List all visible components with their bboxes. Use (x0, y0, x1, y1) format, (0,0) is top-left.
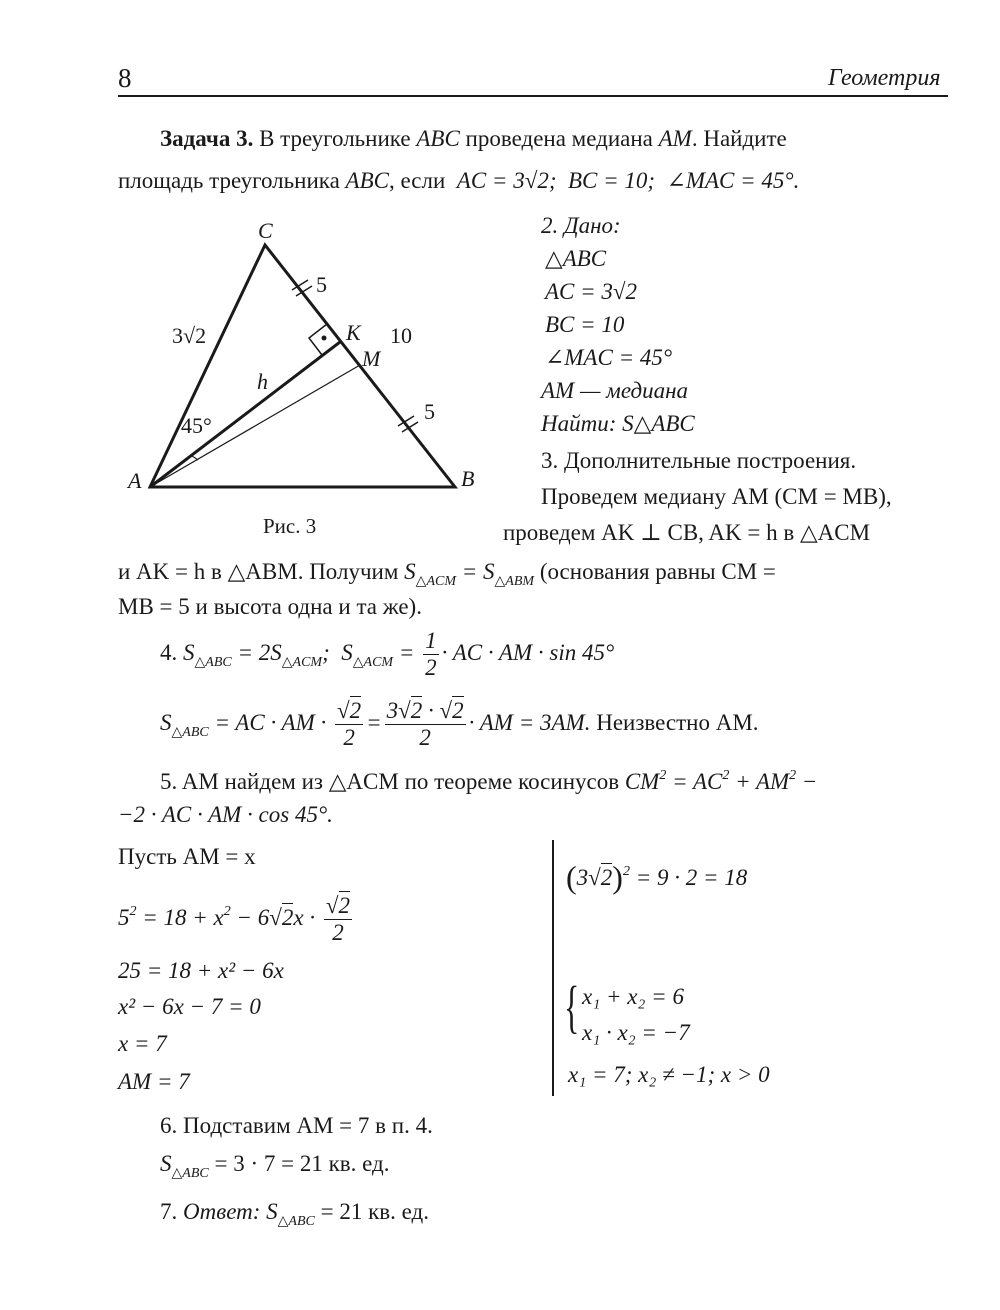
solution-eq-5: x = 7 (118, 1031, 167, 1056)
answer-label: Ответ: (183, 1199, 261, 1224)
fraction-sqrt2-over-2: $\frac{√2}{2}$ (325, 893, 350, 946)
task-text: . Найдите (691, 126, 787, 151)
side-calc-result: = 9 · 2 = 18 (635, 865, 748, 890)
step4-label: 4. (160, 640, 178, 666)
solution-eq-4: x² − 6x − 7 = 0 (118, 994, 261, 1019)
step4-line-1: 4. $S_{\triangle ABC} = 2S_{\triangle ACM}$; $S_{\triangle ACM}$ = $\frac{1}{2}$ · AC · AM · sin 45° (160, 628, 615, 681)
side-bc-label: 10 (390, 323, 412, 348)
step4-line-2: $S_{\triangle ABC}$ = AC · AM · $\frac{√2}{2}$ = $\frac{3√2 \cdot √2}{2}$ · AM = 3AM. Неизвестно AM. (160, 698, 759, 751)
given-ac: AC = 3√2; (456, 168, 557, 193)
point-m-label: M (362, 346, 381, 371)
step3-line (118, 558, 776, 591)
step3-title: 3. Дополнительные построения. (541, 448, 857, 473)
given-item: AC = 3√2 (545, 279, 638, 304)
step6-result: = 3 · 7 = 21 кв. ед. (214, 1151, 390, 1176)
altitude-h-label: h (257, 369, 268, 394)
given-item: △ABC (545, 246, 607, 271)
vieta-brace: { (564, 974, 580, 1039)
find-label: Найти: S△ABC (541, 411, 695, 436)
step3-line: Проведем медиану AM (CM = MB), (541, 484, 892, 509)
side-ac-label: 3√2 (172, 323, 207, 348)
answer-value: = 21 кв. ед. (320, 1199, 429, 1224)
given-angle: ∠MAC = 45°. (666, 168, 800, 193)
solution-eq-3: 25 = 18 + x² − 6x (118, 958, 284, 983)
page-number: 8 (118, 63, 132, 93)
given-item: BC = 10 (545, 312, 625, 337)
segment-mb-label: 5 (424, 399, 435, 424)
task-text: проведена медиана (465, 126, 653, 151)
fraction-half: $\frac{1}{2}$ (425, 628, 437, 681)
step3-text: и AK = h в △ABM. Получим (118, 559, 399, 584)
figure-caption: Рис. 3 (263, 514, 317, 538)
given-title: 2. Дано: (541, 213, 621, 238)
median-name: AM (658, 126, 692, 151)
solution-let: Пусть AM = x (118, 844, 256, 869)
step5-text: 5. AM найдем из △ACM по теореме косинусов (160, 769, 620, 794)
altitude-ak (150, 342, 340, 487)
solution-divider (552, 840, 554, 1096)
vertex-a-label: A (128, 468, 142, 493)
step6-line-2: $S_{\triangle ABC} = 3 \cdot 7 = 21$ кв. ед. (160, 1151, 390, 1181)
vieta-sum: x₁ + x₂ = 6 (582, 984, 684, 1009)
angle-label: 45° (181, 413, 212, 438)
vieta-product: x₁ · x₂ = −7 (582, 1020, 690, 1045)
step3-text: (основания равны CM = (539, 559, 776, 584)
side-calculation: $(3√2)^2 = 9 \cdot 2 = 18$ (566, 859, 748, 895)
solution-eq-1: $5^2 = 18 + x^2 - 6√2x$ · $\frac{√2}{2}$ (118, 893, 350, 946)
task-label: Задача 3. (160, 126, 254, 151)
step7-answer: 7. Ответ: $S_{\triangle ABC} = 21$ кв. ед. (160, 1199, 429, 1229)
step4-unknown: Неизвестно AM. (596, 710, 759, 736)
fraction-sqrt2-over-2: $\frac{√2}{2}$ (337, 698, 362, 751)
triangle-name: ABC (416, 126, 460, 151)
step6-line-1: 6. Подставим AM = 7 в п. 4. (160, 1113, 433, 1138)
vieta-roots: x₁ = 7; x₂ ≠ −1; x > 0 (568, 1062, 770, 1087)
cosine-law: $CM^2 = AC^2 + AM^2$ − (624, 768, 818, 794)
given-bc: BC = 10; (567, 168, 656, 193)
running-title: Геометрия (828, 65, 941, 91)
task-text: , если (389, 168, 446, 193)
task-text: площадь треугольника (118, 168, 340, 193)
solution-eq-6: AM = 7 (118, 1069, 190, 1094)
step3-line: MB = 5 и высота одна и та же). (118, 594, 422, 619)
fraction-product: $\frac{3√2 \cdot √2}{2}$ (386, 698, 464, 751)
area-equality: $S_{\triangle ACM} = S_{\triangle ABM}$ (404, 559, 535, 589)
step5-line-2: −2 · AC · AM · cos 45°. (118, 802, 333, 827)
vertex-c-label: C (258, 218, 273, 243)
angle-arc (190, 455, 198, 460)
segment-cm-label: 5 (316, 272, 327, 297)
step5-line-1 (160, 768, 817, 796)
step7-label: 7. (160, 1199, 178, 1224)
given-item: ∠MAC = 45° (545, 345, 673, 370)
right-angle-dot (322, 336, 327, 341)
step3-line: проведем AK ⊥ CB, AK = h в △ACM (503, 520, 871, 545)
triangle-name: ABC (345, 168, 389, 193)
step4-tail: · AM = 3AM. (468, 710, 591, 736)
given-item: AM — медиана (541, 378, 689, 403)
vertex-b-label: B (461, 466, 475, 491)
point-k-label: K (346, 320, 361, 345)
step4-sin: · AC · AM · sin 45° (441, 640, 615, 666)
task-text: В треугольнике (259, 126, 411, 151)
